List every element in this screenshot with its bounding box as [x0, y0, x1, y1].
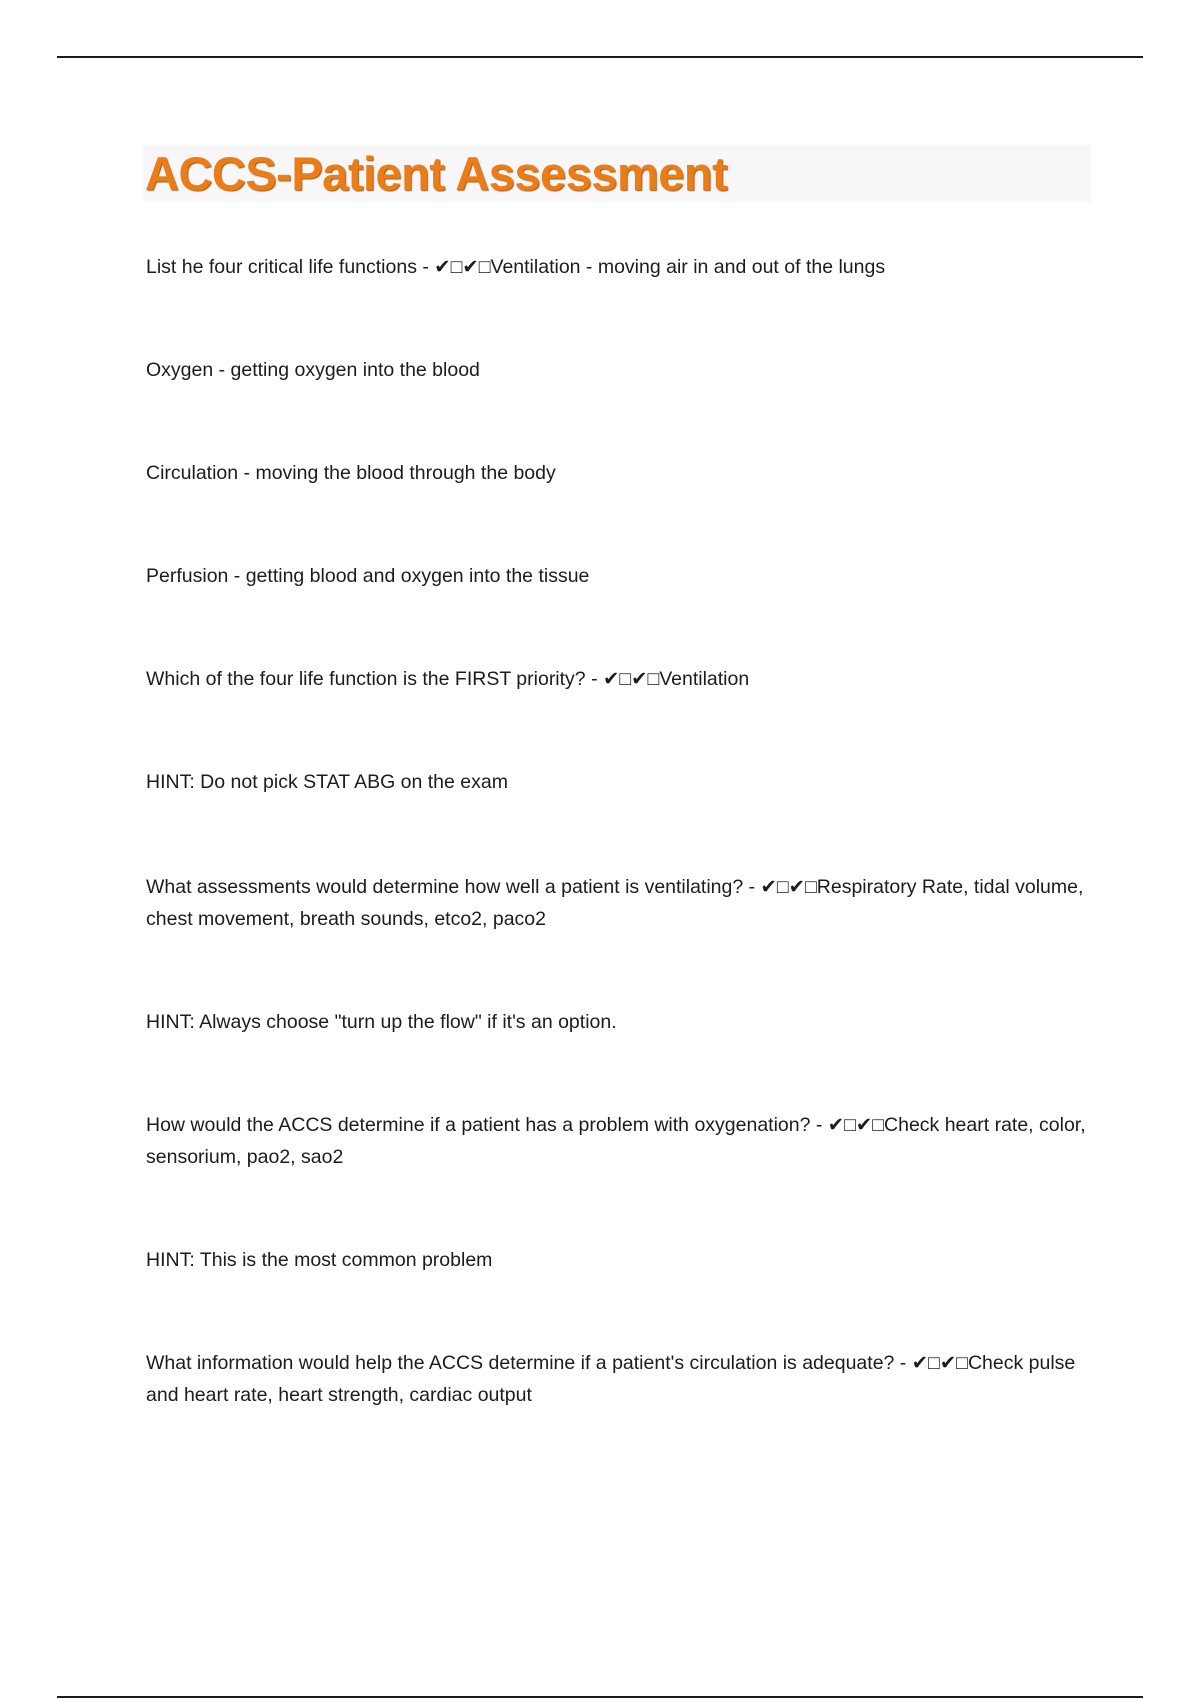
footer-rule: [57, 1696, 1143, 1698]
paragraph-circulation-adequacy: What information would help the ACCS determine if a patient's circulation is adequate? - ✔□✔□Check pulse and heart rate, heart strength, cardiac output: [146, 1352, 1076, 1406]
paragraph-oxygenation-problem: How would the ACCS determine if a patient has a problem with oxygenation? - ✔□✔□Check heart rate, color, sensorium, pao2, sao2: [146, 1114, 1086, 1168]
paragraph-ventilation-assessment: What assessments would determine how well a patient is ventilating? - ✔□✔□Respiratory Rate, tidal volume, chest movement, breath sounds, etco2, paco2: [146, 876, 1084, 930]
paragraph-hint-flow: HINT: Always choose "turn up the flow" if it's an option.: [146, 1011, 617, 1033]
paragraph-hint-common-problem: HINT: This is the most common problem: [146, 1249, 493, 1271]
paragraph-oxygen: Oxygen - getting oxygen into the blood: [146, 359, 480, 381]
paragraph-perfusion: Perfusion - getting blood and oxygen into the tissue: [146, 565, 590, 587]
document-title: ACCS-Patient Assessment: [145, 147, 728, 200]
paragraph-first-priority: Which of the four life function is the FIRST priority? - ✔□✔□Ventilation: [146, 668, 750, 690]
paragraph-circulation: Circulation - moving the blood through the body: [146, 462, 556, 484]
paragraph-critical-functions: List he four critical life functions - ✔□✔□Ventilation - moving air in and out of the lungs: [146, 256, 886, 278]
header-rule: [57, 56, 1143, 58]
paragraph-hint-stat-abg: HINT: Do not pick STAT ABG on the exam: [146, 771, 508, 793]
